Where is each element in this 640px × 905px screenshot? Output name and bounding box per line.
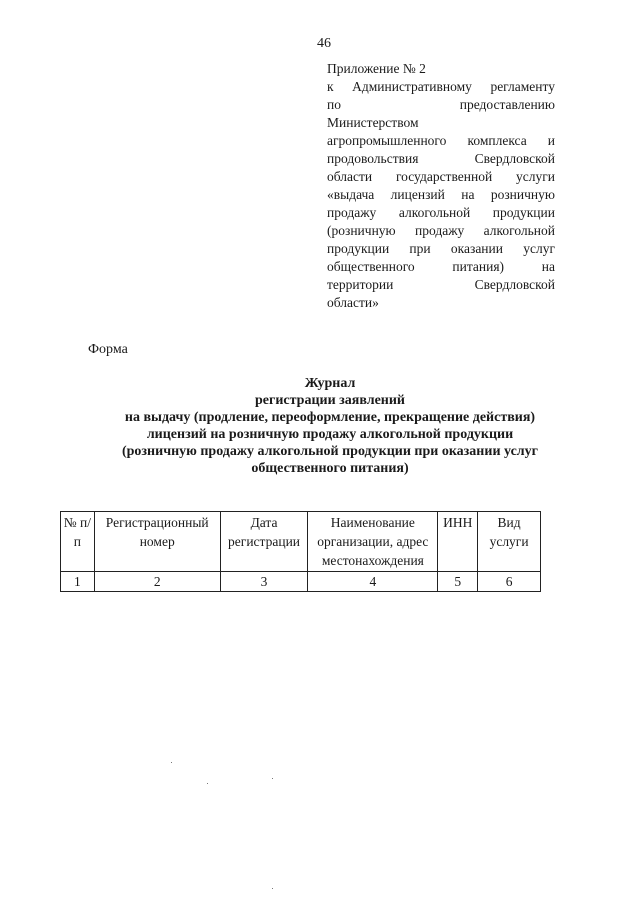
table-cell: 2 [94, 572, 220, 592]
appendix-line: области государственной услуги [327, 169, 555, 184]
appendix-line: общественного питания) на [327, 259, 555, 274]
appendix-line: к Административному регламенту [327, 79, 555, 94]
appendix-line: по предоставлению [327, 97, 555, 112]
journal-title-line: на выдачу (продление, переоформление, прекращение действия) [124, 410, 536, 425]
appendix-line: территории Свердловской [327, 277, 555, 292]
journal-title-line: Журнал [304, 376, 356, 391]
journal-title-line: (розничную продажу алкогольной продукции при оказании услуг [121, 444, 538, 459]
appendix-line: продовольствия Свердловской [327, 151, 555, 166]
journal-title-line: общественного питания) [251, 461, 409, 476]
header-cell-number: № п/п [61, 512, 95, 572]
table-cell: 1 [61, 572, 95, 592]
appendix-block [327, 60, 555, 312]
form-label: Форма [88, 342, 128, 357]
registration-journal-table [60, 511, 541, 592]
table-cell: 6 [478, 572, 541, 592]
appendix-line: Приложение № 2 [327, 61, 426, 76]
table-header-row [61, 512, 541, 572]
header-cell-inn: ИНН [438, 512, 478, 572]
appendix-line: (розничную продажу алкогольной [327, 223, 555, 238]
appendix-line: Министерством [327, 115, 419, 130]
header-cell-registration-date: Дата регистрации [220, 512, 308, 572]
table-cell: 4 [308, 572, 438, 592]
appendix-line: «выдача лицензий на розничную [327, 187, 555, 202]
header-cell-registration-number: Регистрационный номер [94, 512, 220, 572]
appendix-line: продукции при оказании услуг [327, 241, 555, 256]
table-cell: 5 [438, 572, 478, 592]
header-cell-service-type: Вид услуги [478, 512, 541, 572]
page-number: 46 [317, 36, 331, 51]
appendix-line: области» [327, 295, 379, 310]
appendix-line: продажу алкогольной продукции [327, 205, 555, 220]
table-cell: 3 [220, 572, 308, 592]
appendix-line: агропромышленного комплекса и [327, 133, 555, 148]
header-cell-organization: Наименование организации, адрес местонахождения [308, 512, 438, 572]
table-row [61, 572, 541, 592]
journal-title-line: регистрации заявлений [254, 393, 405, 408]
journal-title [60, 375, 600, 477]
journal-title-line: лицензий на розничную продажу алкогольной продукции [146, 427, 514, 442]
